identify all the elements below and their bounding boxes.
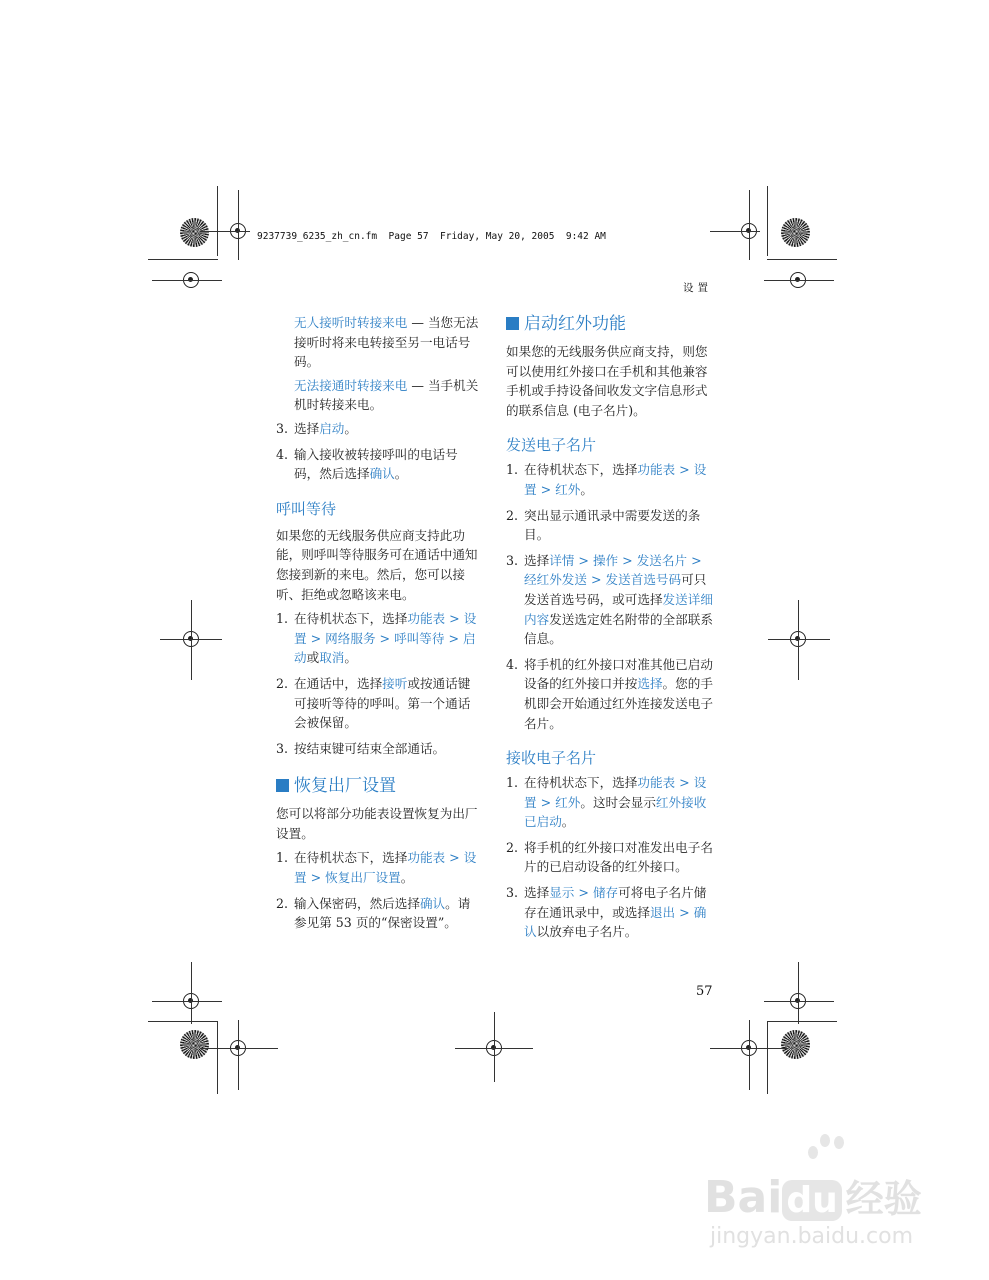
registration-disc xyxy=(781,1030,810,1059)
list-item: 3. 按结束键可结束全部通话。 xyxy=(276,740,446,756)
heading-receive-card: 接收电子名片 xyxy=(506,749,597,768)
registration-disc xyxy=(180,1030,209,1059)
heading-send-card: 发送电子名片 xyxy=(506,436,597,455)
square-bullet-icon xyxy=(506,317,519,330)
list-item: 2. 输入保密码，然后选择确认。请参见第 53 页的“保密设置”。 xyxy=(276,895,471,931)
list-item: 3. 选择启动。 xyxy=(276,420,357,436)
left-column xyxy=(276,313,482,933)
list-item: 3. 选择显示 > 储存可将电子名片储存在通讯录中，或选择退出 > 确认以放弃电子名片。 xyxy=(506,885,707,940)
heading-restore-factory: 恢复出厂设置 xyxy=(276,774,482,798)
list-item: 4. 将手机的红外接口对准其他已启动设备的红外接口并按选择。您的手机即会开始通过红外连接发送电子名片。 xyxy=(506,656,713,731)
right-column xyxy=(506,312,714,942)
paragraph-unreachable-forward: 无法接通时转接来电 — 当手机关机时转接来电。 xyxy=(294,377,479,413)
list-item: 1. 在待机状态下，选择功能表 > 设置 > 红外。 xyxy=(506,462,707,497)
list-item: 2. 将手机的红外接口对准发出电子名片的已启动设备的红外接口。 xyxy=(506,839,713,875)
watermark-brand-du: du xyxy=(782,1180,841,1221)
list-item: 1. 在待机状态下，选择功能表 > 设置 > 网络服务 > 呼叫等待 > 启动或取消。 xyxy=(276,611,477,666)
menu-option-link: 无法接通时转接来电 xyxy=(294,377,408,393)
list-item: 2. 在通话中，选择接听或按通话键可接听等待的呼叫。第一个通话会被保留。 xyxy=(276,675,471,731)
menu-option-link: 无人接听时转接来电 xyxy=(294,315,408,330)
heading-start-infrared: 启动红外功能 xyxy=(506,312,714,336)
watermark-cn: 经验 xyxy=(845,1177,922,1221)
list-item: 3. 选择详情 > 操作 > 发送名片 > 经红外发送 > 发送首选号码可只发送首选号码，或可选择发送详细内容发送选定姓名附带的全部联系信息。 xyxy=(506,552,713,647)
paragraph-infrared-intro: 如果您的无线服务供应商支持，则您可以使用红外接口在手机和其他兼容手机或手持设备间收发文字信息形式的联系信息 (电子名片)。 xyxy=(506,344,708,418)
paw-icon xyxy=(806,1132,850,1170)
paragraph-no-answer-forward: 无人接听时转接来电 — 当您无法接听时将来电转接至另一电话号码。 xyxy=(294,315,479,370)
list-item: 2. 突出显示通讯录中需要发送的条目。 xyxy=(506,507,701,543)
square-bullet-icon xyxy=(276,779,289,792)
list-item: 1. 在待机状态下，选择功能表 > 设置 > 恢复出厂设置。 xyxy=(276,850,477,886)
paragraph-call-waiting-intro: 如果您的无线服务供应商支持此功能，则呼叫等待服务可在通话中通知您接到新的来电。然后，您可以接听、拒绝或忽略该来电。 xyxy=(276,527,478,602)
watermark-brand: Bai xyxy=(704,1172,783,1223)
list-item: 1. 在待机状态下，选择功能表 > 设置 > 红外。这时会显示红外接收已启动。 xyxy=(506,775,707,830)
file-header-line: 9237739_6235_zh_cn.fm Page 57 Friday, May 20, 2005 9:42 AM xyxy=(257,231,606,242)
page-number: 57 xyxy=(696,984,713,999)
registration-disc xyxy=(180,218,209,247)
heading-call-waiting: 呼叫等待 xyxy=(276,499,337,518)
paragraph-restore-intro: 您可以将部分功能表设置恢复为出厂设置。 xyxy=(276,806,478,841)
watermark-url: jingyan.baidu.com xyxy=(710,1224,914,1249)
list-item: 4. 输入接收被转接呼叫的电话号码，然后选择确认。 xyxy=(276,446,458,482)
section-title: 设置 xyxy=(683,282,712,294)
registration-disc xyxy=(781,218,810,247)
